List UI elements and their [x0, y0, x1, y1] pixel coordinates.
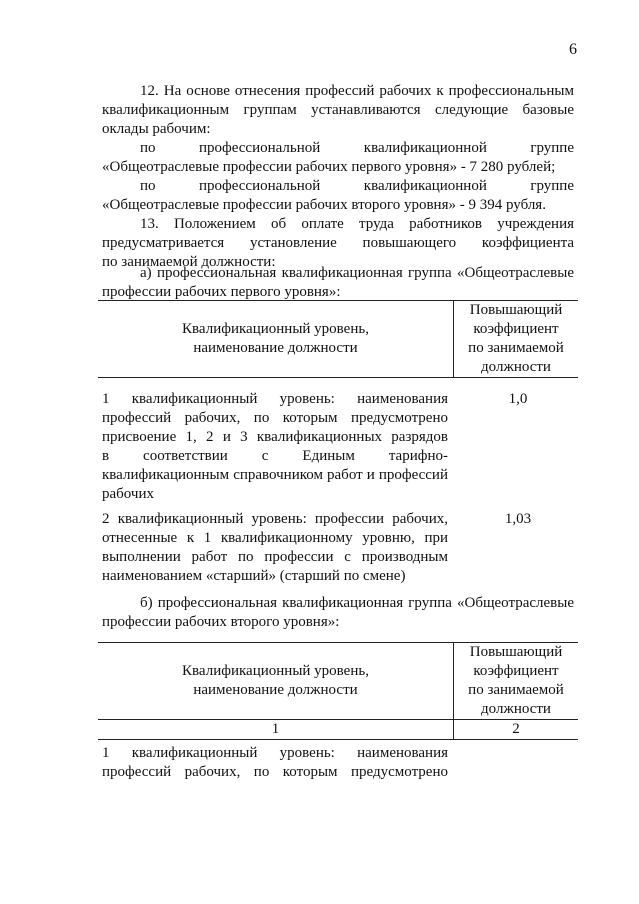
header-text: коэффициент [473, 321, 559, 337]
row-line: наименованием «старший» (старший по смене) [102, 568, 406, 584]
paragraph-line: оклады рабочим: [102, 121, 211, 137]
paragraph-line: 13. Положением об оплате труда работников учреждения [140, 216, 574, 232]
page-number: 6 [569, 41, 577, 58]
group-b-heading [102, 594, 574, 632]
paragraph-line: по занимаемой должности: [102, 254, 276, 270]
header-text: по занимаемой [468, 682, 564, 698]
paragraph-line: «Общеотраслевые профессии рабочих первого уровня» - 7 280 рублей; [102, 159, 556, 175]
row-line: присвоение 1, 2 и 3 квалификационных разрядов [102, 429, 448, 445]
row-line: профессий рабочих, по которым предусмотрено [102, 410, 448, 426]
table-a-header [98, 300, 578, 378]
header-text: по занимаемой [468, 340, 564, 356]
table-row-text [102, 510, 448, 586]
header-text: Квалификационный уровень, [182, 663, 369, 679]
header-text: наименование должности [193, 340, 358, 356]
paragraph-line: предусматривается установление повышающего коэффициента [102, 235, 574, 251]
table-header-cell [98, 301, 454, 378]
row-line: 1 квалификационный уровень: наименования [102, 391, 448, 407]
header-text: Квалификационный уровень, [182, 321, 369, 337]
paragraph-line: а) профессиональная квалификационная группа «Общеотраслевые [140, 265, 574, 281]
paragraph-line: по профессиональной квалификационной группе [140, 140, 574, 156]
row-line: квалификационным справочником работ и профессий [102, 467, 448, 483]
row-line: 2 квалификационный уровень: профессии рабочих, [102, 511, 448, 527]
paragraph-line: по профессиональной квалификационной группе [140, 178, 574, 194]
header-text: наименование должности [193, 682, 358, 698]
row-line: в соответствии с Единым тарифно- [102, 448, 448, 464]
header-text: должности [481, 701, 551, 717]
paragraph-line: б) профессиональная квалификационная группа «Общеотраслевые [140, 595, 574, 611]
table-header-cell [454, 643, 579, 720]
coefficient-value: 1,0 [508, 391, 528, 407]
table-b-header [98, 642, 578, 740]
table-header-cell [454, 301, 579, 378]
header-text: Повышающий [469, 302, 563, 318]
header-text: коэффициент [473, 663, 559, 679]
paragraph-line: профессии рабочих второго уровня»: [102, 614, 340, 630]
group-a-heading [102, 264, 574, 302]
row-line: 1 квалификационный уровень: наименования [102, 745, 448, 761]
row-line: рабочих [102, 486, 154, 502]
table-row-text [102, 744, 448, 782]
paragraph-line: «Общеотраслевые профессии рабочих второго уровня» - 9 394 рубля. [102, 197, 546, 213]
row-line: отнесенные к 1 квалификационному уровню, при [102, 530, 448, 546]
column-number-cell: 2 [454, 720, 579, 740]
header-text: должности [481, 359, 551, 375]
paragraph-line: профессии рабочих первого уровня»: [102, 284, 341, 300]
paragraph-line: 12. На основе отнесения профессий рабочих к профессиональным [140, 83, 574, 99]
header-text: Повышающий [469, 644, 563, 660]
coefficient-value: 1,03 [504, 511, 532, 527]
column-number-cell: 1 [98, 720, 454, 740]
row-line: профессий рабочих, по которым предусмотрено [102, 764, 448, 780]
row-line: выполнении работ по профессии с производным [102, 549, 448, 565]
paragraph-line: квалификационным группам устанавливаются следующие базовые [102, 102, 574, 118]
table-header-cell [98, 643, 454, 720]
paragraph-12 [102, 82, 574, 215]
table-row-text [102, 390, 448, 504]
